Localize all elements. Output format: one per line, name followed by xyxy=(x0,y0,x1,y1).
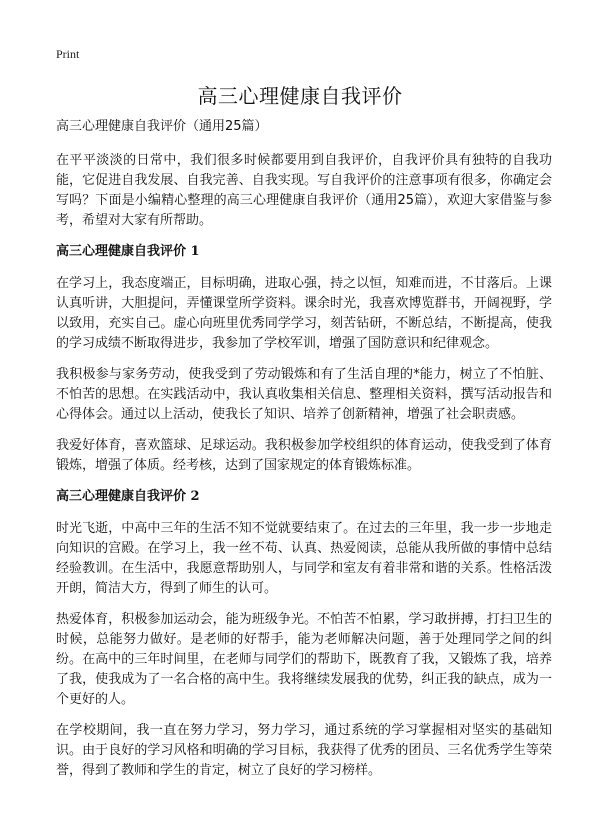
section-2-paragraph-1: 时光飞逝，中高中三年的生活不知不觉就要结束了。在过去的三年里，我一步一步地走向知识的宫殿。在学习上，我一丝不苟、认真、热爱阅读，总能从我所做的事情中总结经验教训。在生活中，我愿意帮助别人，与同学和室友有着非常和谐的关系。性格活泼开朗，简洁大方，得到了师生的认可。 xyxy=(56,521,552,596)
section-1-paragraph-1: 在学习上，我态度端正，目标明确，进取心强，持之以恒，知难而进，不甘落后。上课认真听讲，大胆提问，弄懂课堂所学资料。课余时光，我喜欢博览群书，开阔视野，学以致用，充实自己。虚心向班里优秀同学学习，刻苦钻研，不断总结，不断提高，使我的学习成绩不断取得进步，我参加了学校军训，增强了国防意识和纪律观念。 xyxy=(56,276,552,351)
section-heading-2: 高三心理健康自我评价 2 xyxy=(56,489,200,504)
section-heading-1: 高三心理健康自我评价 1 xyxy=(56,244,200,259)
print-link[interactable]: Print xyxy=(56,47,80,61)
article-body xyxy=(56,117,552,792)
section-2-paragraph-3: 在学校期间，我一直在努力学习，努力学习，通过系统的学习掌握相对坚实的基础知识。由于良好的学习风格和明确的学习目标，我获得了优秀的团员、三名优秀学生等荣誉，得到了教师和学生的肯定，树立了良好的学习榜样。 xyxy=(56,723,552,778)
section-2-paragraph-2: 热爱体育，积极参加运动会，能为班级争光。不怕苦不怕累，学习敢拼搏，打扫卫生的时候，总能努力做好。是老师的好帮手，能为老师解决问题，善于处理同学之间的纠纷。在高中的三年时间里，在老师与同学们的帮助下，既教育了我，又锻炼了我，培养了我，使我成为了一名合格的高中生。我将继续发展我的优势，纠正我的缺点，成为一个更好的人。 xyxy=(56,612,552,707)
intro-paragraph: 在平平淡淡的日常中，我们很多时候都要用到自我评价，自我评价具有独特的自我功能，它促进自我发展、自我完善、自我实现。写自我评价的注意事项有很多，你确定会写吗？下面是小编精心整理的高三心理健康自我评价（通用25篇），欢迎大家借鉴与参考，希望对大家有所帮助。 xyxy=(56,153,552,228)
page-title: 高三心理健康自我评价 xyxy=(197,84,403,108)
section-1-paragraph-3: 我爱好体育，喜欢篮球、足球运动。我积极参加学校组织的体育运动，使我受到了体育锻炼，增强了体质。经考核，达到了国家规定的体育锻炼标准。 xyxy=(56,438,552,473)
section-1-paragraph-2: 我积极参与家务劳动，使我受到了劳动锻炼和有了生活自理的*能力，树立了不怕脏、不怕苦的思想。在实践活动中，我认真收集相关信息、整理相关资料，撰写活动报告和心得体会。通过以上活动，使我长了知识、培养了创新精神，增强了社会职责感。 xyxy=(56,367,552,422)
article-subtitle: 高三心理健康自我评价（通用25篇） xyxy=(56,119,268,134)
